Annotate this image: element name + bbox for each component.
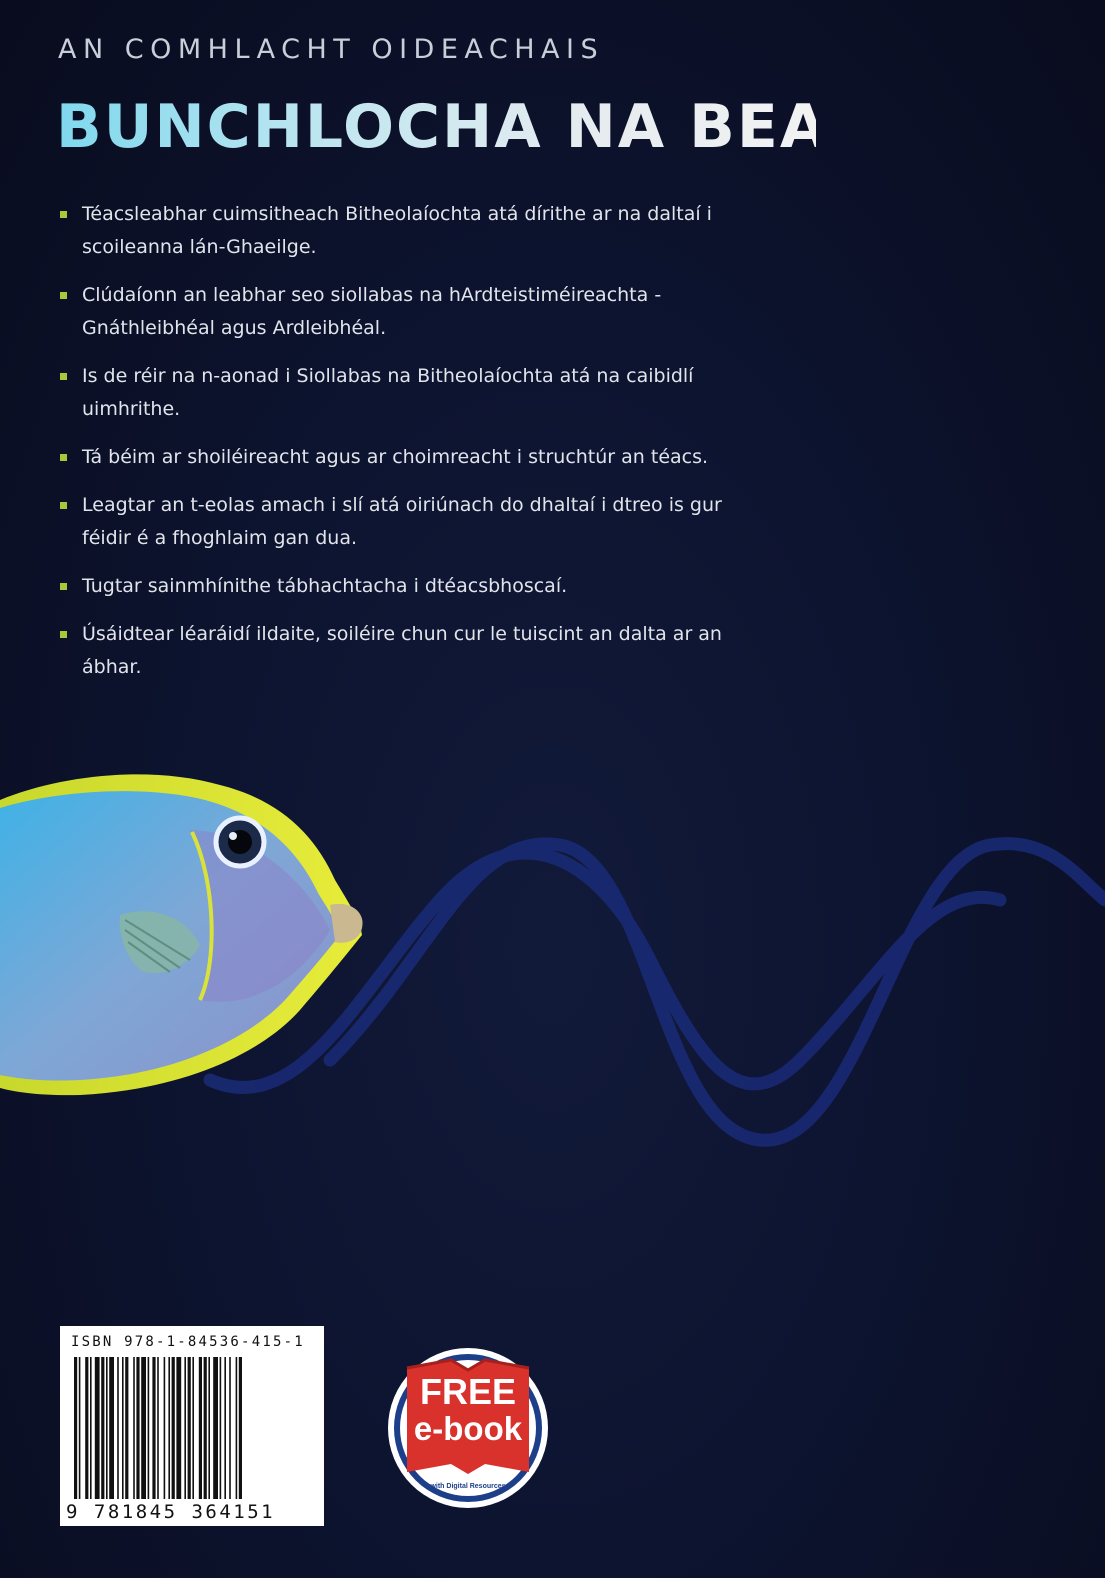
free-ebook-badge — [383, 1340, 553, 1510]
list-item-text: Úsáidtear léaráidí ildaite, soiléire chun cur le tuiscint an dalta ar an ábhar. — [82, 623, 722, 678]
bullet-square-icon — [60, 454, 67, 461]
barcode-bar — [176, 1357, 181, 1499]
barcode-bar — [74, 1357, 77, 1499]
barcode-bar — [125, 1357, 128, 1499]
barcode-bar — [109, 1357, 114, 1499]
badge-sub-text: with Digital Resources — [430, 1483, 506, 1490]
barcode-bar — [106, 1357, 108, 1499]
list-item — [60, 570, 760, 603]
barcode-bar — [224, 1357, 226, 1499]
bullet-square-icon — [60, 292, 67, 299]
bullet-square-icon — [60, 583, 67, 590]
barcode-bar — [172, 1357, 175, 1499]
list-item-text: Clúdaíonn an leabhar seo siollabas na hArdteistiméireachta - Gnáthleibhéal agus Ardleibhéal. — [82, 284, 662, 339]
barcode-bar — [229, 1357, 231, 1499]
barcode-bar — [122, 1357, 124, 1499]
barcode-bar — [213, 1357, 218, 1499]
barcode-bar — [184, 1357, 186, 1499]
barcode-bars — [70, 1357, 314, 1499]
list-item — [60, 441, 760, 474]
barcode-bar — [79, 1357, 81, 1499]
list-item-text: Tugtar sainmhínithe tábhachtacha i dtéacsbhoscaí. — [82, 575, 568, 597]
barcode-bar — [95, 1357, 100, 1499]
list-item-text: Is de réir na n-aonad i Siollabas na Bitheolaíochta atá na caibidlí uimhrithe. — [82, 365, 694, 420]
feature-list — [60, 198, 760, 699]
barcode-bar — [192, 1357, 194, 1499]
barcode-bar — [141, 1357, 146, 1499]
list-item — [60, 360, 760, 426]
barcode-bar — [133, 1357, 135, 1499]
badge-ebook-text: e-book — [413, 1410, 523, 1447]
barcode-bar — [101, 1357, 104, 1499]
barcode-bar — [157, 1357, 159, 1499]
barcode-digits: 9 781845 364151 — [66, 1501, 276, 1523]
list-item-text: Téacsleabhar cuimsitheach Bitheolaíochta atá dírithe ar na daltaí i scoileanna lán-Ghaeilge. — [82, 203, 712, 258]
bullet-square-icon — [60, 373, 67, 380]
barcode-bar — [236, 1357, 238, 1499]
list-item — [60, 279, 760, 345]
barcode-bar — [90, 1357, 92, 1499]
barcode-bar — [136, 1357, 139, 1499]
bullet-square-icon — [60, 211, 67, 218]
list-item-text: Tá béim ar shoiléireacht agus ar choimreacht i struchtúr an téacs. — [82, 446, 709, 468]
list-item — [60, 489, 760, 555]
barcode-bar — [239, 1357, 242, 1499]
barcode-bar — [168, 1357, 170, 1499]
bullet-square-icon — [60, 631, 67, 638]
barcode-bar — [117, 1357, 119, 1499]
badge-free-text: FREE — [419, 1371, 516, 1412]
barcode-bar — [208, 1357, 210, 1499]
list-item — [60, 198, 760, 264]
barcode-bar — [85, 1357, 88, 1499]
book-title: BUNCHLOCHA NA BEATHA — [56, 92, 968, 162]
barcode-bar — [204, 1357, 207, 1499]
barcode-bar — [148, 1357, 150, 1499]
barcode-bar — [188, 1357, 191, 1499]
barcode-bar — [164, 1357, 166, 1499]
list-item-text: Leagtar an t-eolas amach i slí atá oiriúnach do dhaltaí i dtreo is gur féidir é a fhoghlaim gan dua. — [82, 494, 722, 549]
barcode-panel — [60, 1326, 324, 1526]
isbn-text: ISBN 978-1-84536-415-1 — [71, 1334, 305, 1350]
barcode-bar — [220, 1357, 222, 1499]
publisher-name: AN COMHLACHT OIDEACHAIS — [58, 34, 605, 65]
barcode-bar — [152, 1357, 155, 1499]
list-item — [60, 618, 760, 684]
barcode-bar — [199, 1357, 202, 1499]
bullet-square-icon — [60, 502, 67, 509]
